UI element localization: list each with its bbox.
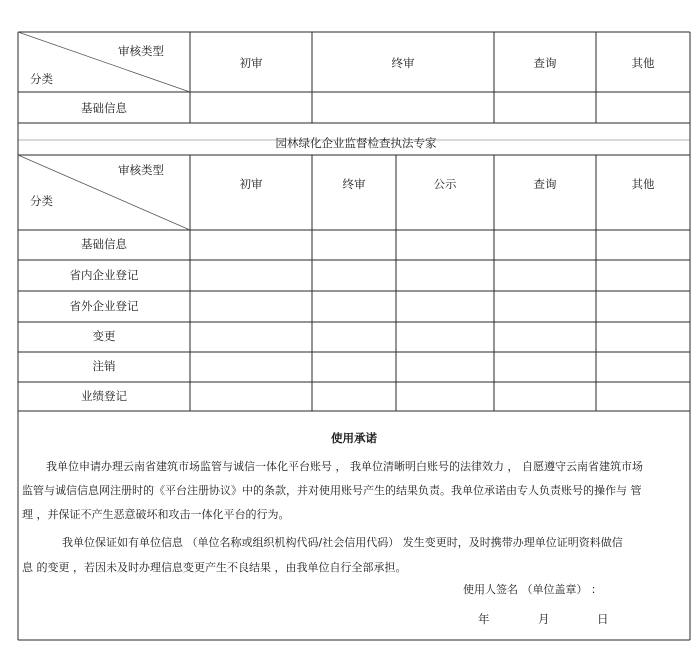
date-year-label: 年 [478,612,490,626]
t2-row-performance-reg: 业绩登记 [81,389,127,403]
t1-col-query: 查询 [533,56,557,70]
t2-col-other: 其他 [631,177,655,191]
t2-row-external-enterprise-reg: 省外企业登记 [69,299,139,313]
t2-corner-category: 分类 [30,194,53,208]
t2-row-cancel: 注销 [92,359,116,373]
t1-col-initial-review: 初审 [239,56,263,70]
t2-col-publicity: 公示 [433,177,457,191]
date-month-label: 月 [538,612,550,626]
t1-col-other: 其他 [631,56,655,70]
section-title: 园林绿化企业监督检查执法专家 [275,136,437,150]
t2-col-query: 查询 [533,177,557,191]
t2-col-initial-review: 初审 [239,177,263,191]
commitment-title: 使用承诺 [331,431,377,445]
t1-corner-category: 分类 [30,72,53,86]
commitment-p1-line1: 我单位申请办理云南省建筑市场监管与诚信一体化平台账号 ， 我单位清晰明白账号的法律效力 ， 自愿遵守云南省建筑市场 [46,460,643,473]
commitment-p2-line1: 我单位保证如有单位信息 （单位名称或组织机构代码/社会信用代码） 发生变更时，及时携带办理单位证明资料做信 [62,536,623,549]
commitment-p1-line2: 监管与诚信信息网注册时的《平台注册协议》中的条款，并对使用账号产生的结果负责。我单位承诺由专人负责账号的操作与 管 [22,484,642,497]
t2-corner-audit-type: 审核类型 [118,163,164,177]
t2-row-basic-info: 基础信息 [81,237,127,251]
t1-row-basic-info: 基础信息 [81,101,127,115]
t2-row-change: 变更 [92,329,116,343]
commitment-p1-line3: 理 ，并保证不产生恶意破坏和攻击一体化平台的行为。 [22,508,290,521]
t2-row-provincial-enterprise-reg: 省内企业登记 [69,268,139,282]
t2-col-final-review: 终审 [342,177,366,191]
t1-col-final-review: 终审 [391,56,415,70]
t1-corner-audit-type: 审核类型 [118,44,164,58]
date-day-label: 日 [597,612,609,626]
commitment-p2-line2: 息 的变更 ，若因未及时办理信息变更产生不良结果 ，由我单位自行全部承担。 [22,561,407,574]
signature-label: 使用人签名 （单位盖章） ： [463,583,602,596]
